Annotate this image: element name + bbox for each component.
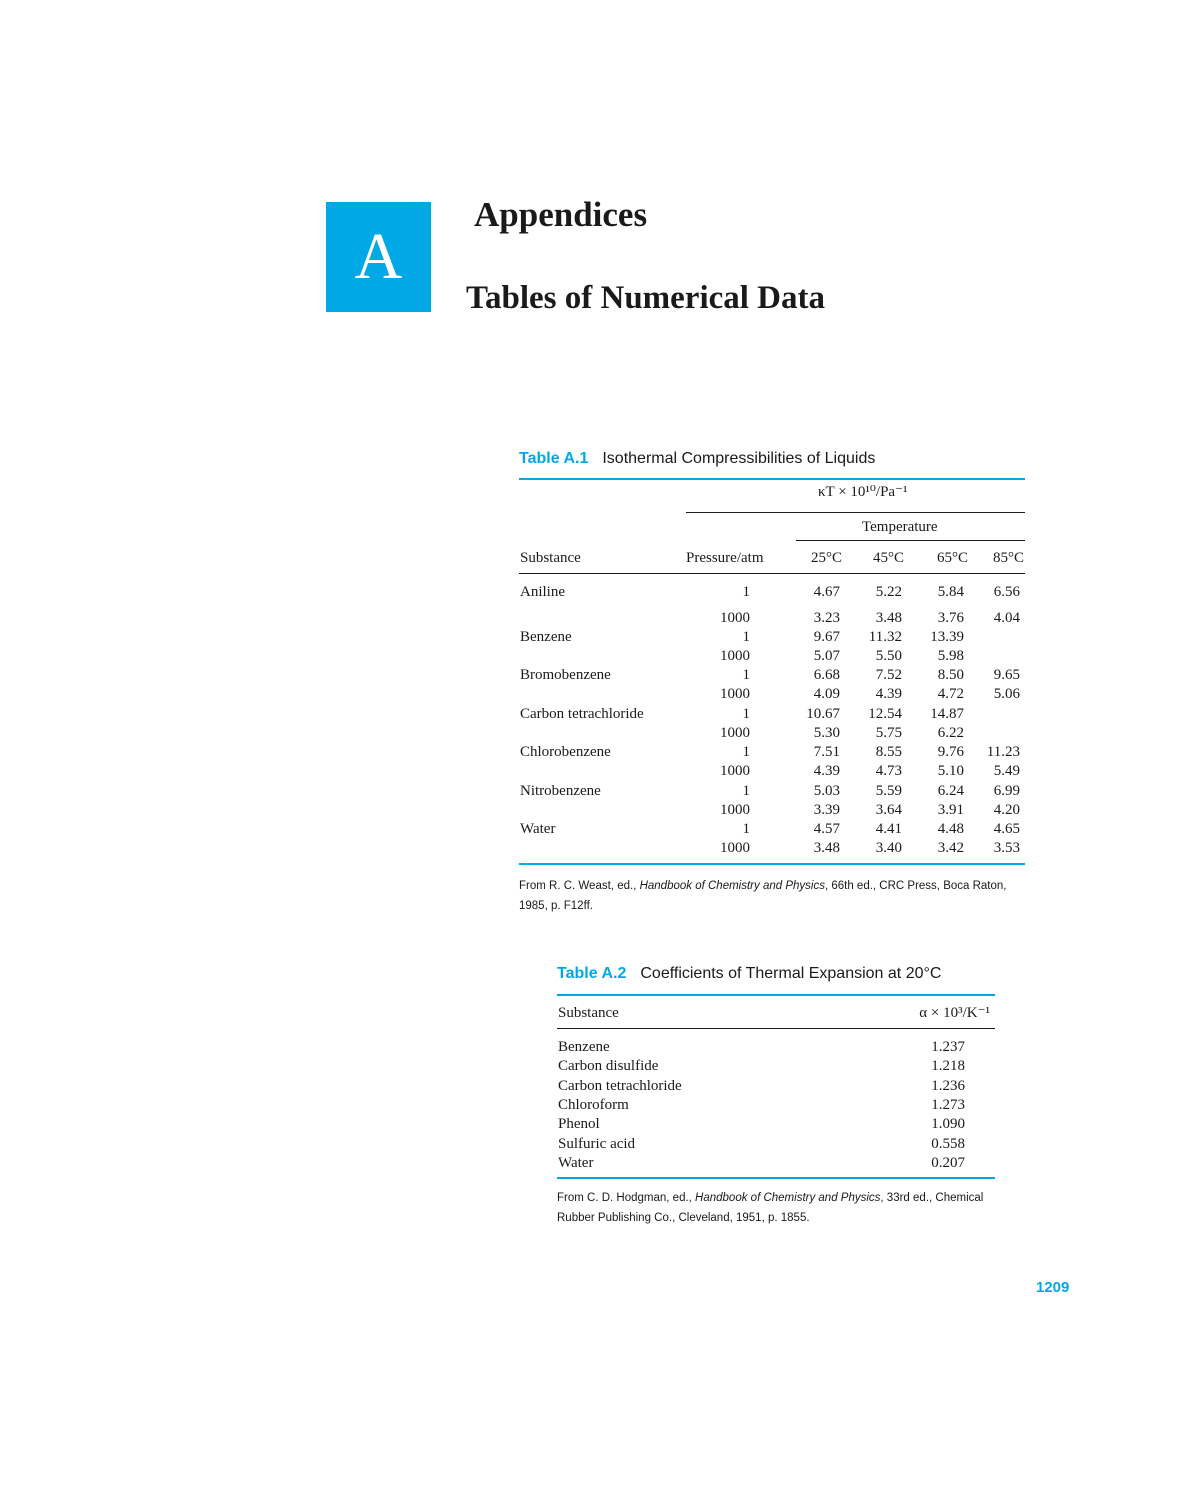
table-a1-value: 5.03	[813, 783, 840, 799]
table-a1-pressure: 1	[742, 629, 750, 645]
table-a2-caption	[557, 965, 941, 983]
table-a1-caption	[519, 450, 875, 468]
table-a1-value: 5.22	[875, 584, 902, 600]
table-a1-value: 11.23	[986, 744, 1020, 760]
table-a1-value: 5.30	[813, 725, 840, 741]
table-a1-bottom-rule	[519, 863, 1025, 865]
table-a1-value: 10.67	[806, 706, 840, 722]
table-a1-value: 4.48	[937, 821, 964, 837]
table-a1-pressure: 1000	[720, 610, 750, 626]
table-a1-pressure: 1000	[720, 725, 750, 741]
table-a2-value: 1.237	[931, 1039, 965, 1055]
table-a1-substance: Bromobenzene	[520, 667, 611, 683]
table-a1-value: 4.41	[875, 821, 902, 837]
table-a1-value: 4.39	[813, 763, 840, 779]
table-a2-substance: Carbon tetrachloride	[558, 1077, 682, 1094]
table-a1-pressure: 1	[742, 706, 750, 722]
table-a1-header-rule	[519, 573, 1025, 574]
table-a1-source-after: , 66th ed., CRC Press, Boca Raton, 1985, p. F12ff.	[519, 880, 1007, 912]
table-a1-quantity-header: κT × 10¹⁰/Pa⁻¹	[818, 484, 908, 500]
table-a1-pressure: 1	[742, 821, 750, 837]
table-a1-pressure: 1	[742, 744, 750, 760]
table-a2-substance: Sulfuric acid	[558, 1135, 636, 1152]
table-a2-value: 0.207	[931, 1154, 965, 1171]
chapter-label: Appendices	[474, 195, 648, 234]
table-a1-value: 4.04	[993, 610, 1020, 626]
table-a1-pressure: 1	[742, 783, 750, 799]
table-a1-value: 6.56	[993, 584, 1020, 600]
table-a2-substance: Benzene	[558, 1039, 610, 1055]
table-a1-value: 3.23	[813, 610, 840, 626]
table-a1-top-rule	[519, 478, 1025, 480]
table-a1-value: 4.65	[993, 821, 1020, 837]
table-a2-source-after: , 33rd ed., Chemical Rubber Publishing Co., Cleveland, 1951, p. 1855.	[557, 1192, 984, 1224]
table-a1-value: 3.64	[875, 802, 902, 818]
table-a2-value: 1.218	[931, 1058, 965, 1075]
table-a1-value: 3.48	[813, 840, 840, 856]
table-a2-col-alpha: α × 10³/K⁻¹	[919, 1005, 990, 1021]
table-a1-value: 6.99	[993, 783, 1020, 799]
table-a2-substance: Water	[558, 1154, 594, 1171]
table-a1-col-45c: 45°C	[872, 550, 904, 566]
page-number: 1209	[1036, 1279, 1070, 1296]
table-a1-substance: Water	[520, 821, 556, 837]
table-a2-value: 1.236	[931, 1077, 965, 1094]
table-a2-top-rule	[557, 994, 995, 996]
table-a1-value: 5.50	[875, 648, 902, 664]
table-a1-value: 12.54	[868, 706, 902, 722]
table-a2-value: 1.090	[931, 1116, 965, 1133]
table-a1-value: 13.39	[930, 629, 964, 645]
table-a1-value: 11.32	[868, 629, 902, 645]
table-a2-value: 1.273	[931, 1096, 965, 1113]
table-a1-pressure: 1000	[720, 840, 750, 856]
table-a1-value: 3.39	[813, 802, 840, 818]
table-a1-title: Isothermal Compressibilities of Liquids	[602, 450, 876, 467]
table-a1-substance: Benzene	[520, 629, 572, 645]
table-a1-col-pressure: Pressure/atm	[686, 550, 764, 566]
table-a1-value: 5.10	[937, 763, 964, 779]
table-a1-col-25c: 25°C	[810, 550, 842, 566]
table-a1-value: 7.51	[813, 744, 840, 760]
table-a1-value: 3.91	[937, 802, 964, 818]
table-a1-col-85c: 85°C	[992, 550, 1024, 566]
table-a1-value: 8.55	[875, 744, 902, 760]
table-a1-value: 4.73	[875, 763, 902, 779]
table-a1-pressure: 1	[742, 584, 750, 600]
table-a1-pressure: 1000	[720, 802, 750, 818]
table-a1-value: 3.40	[875, 840, 902, 856]
table-a1-value: 3.48	[875, 610, 902, 626]
table-a1-value: 4.72	[937, 686, 964, 702]
table-a1-value: 9.67	[813, 629, 840, 645]
table-a1-source-before: From R. C. Weast, ed.,	[519, 880, 640, 892]
table-a1-value: 3.53	[993, 840, 1020, 856]
table-a2-source-before: From C. D. Hodgman, ed.,	[557, 1192, 696, 1204]
table-a1-value: 5.84	[937, 584, 964, 600]
table-a2-header-rule	[557, 1028, 995, 1029]
table-a1-number: Table A.1	[519, 450, 589, 467]
table-a1-value: 4.67	[813, 584, 840, 600]
table-a1-col-65c: 65°C	[936, 550, 968, 566]
table-a2-substance: Phenol	[558, 1116, 600, 1133]
table-a1-pressure: 1000	[720, 686, 750, 702]
chapter-title: Tables of Numerical Data	[466, 280, 826, 316]
table-a1-pressure: 1	[742, 667, 750, 683]
table-a1-substance: Aniline	[520, 584, 565, 600]
table-a1-temperature-rule	[796, 540, 1025, 541]
table-a1-value: 5.75	[875, 725, 902, 741]
table-a2-substance: Carbon disulfide	[558, 1058, 659, 1075]
table-a1-pressure: 1000	[720, 648, 750, 664]
table-a1-col-substance: Substance	[520, 550, 581, 566]
table-a2-title: Coefficients of Thermal Expansion at 20°C	[640, 965, 942, 982]
table-a2-value: 0.558	[931, 1135, 965, 1152]
table-a1-value: 5.49	[993, 763, 1020, 779]
table-a1-value: 5.06	[993, 686, 1020, 702]
table-a1-substance: Nitrobenzene	[520, 783, 601, 799]
table-a1-substance: Chlorobenzene	[520, 744, 611, 760]
table-a1-temperature-header: Temperature	[862, 519, 938, 535]
table-a1-value: 8.50	[937, 667, 964, 683]
table-a1-value: 7.52	[875, 667, 902, 683]
table-a1-value: 4.57	[813, 821, 840, 837]
chapter-letter-box	[326, 202, 431, 312]
table-a1-value: 9.65	[993, 667, 1020, 683]
table-a1-value: 4.09	[813, 686, 840, 702]
table-a1-value: 6.68	[813, 667, 840, 683]
table-a1-source-book: Handbook of Chemistry and Physics	[639, 880, 825, 892]
table-a1-source-note	[519, 876, 1019, 916]
table-a2-bottom-rule	[557, 1177, 995, 1179]
table-a1-pressure: 1000	[720, 763, 750, 779]
table-a1-value: 4.39	[875, 686, 902, 702]
table-a2-substance: Chloroform	[558, 1096, 629, 1113]
table-a1-value: 5.07	[813, 648, 840, 664]
table-a1-value: 3.76	[937, 610, 964, 626]
table-a2-col-substance: Substance	[558, 1005, 619, 1021]
table-a1-value: 4.20	[993, 802, 1020, 818]
table-a2-source-book: Handbook of Chemistry and Physics	[695, 1192, 881, 1204]
table-a2-number: Table A.2	[557, 965, 627, 982]
table-a1-value: 9.76	[937, 744, 964, 760]
table-a2-source-note	[557, 1188, 987, 1228]
table-a1-value: 14.87	[930, 706, 964, 722]
table-a1-quantity-rule	[686, 512, 1025, 513]
table-a1-substance: Carbon tetrachloride	[520, 706, 644, 722]
table-a1-value: 5.98	[937, 648, 964, 664]
table-a1-value: 5.59	[875, 783, 902, 799]
table-a1-value: 6.24	[937, 783, 964, 799]
table-a1-value: 3.42	[937, 840, 964, 856]
chapter-letter: A	[354, 220, 403, 293]
table-a1-value: 6.22	[937, 725, 964, 741]
